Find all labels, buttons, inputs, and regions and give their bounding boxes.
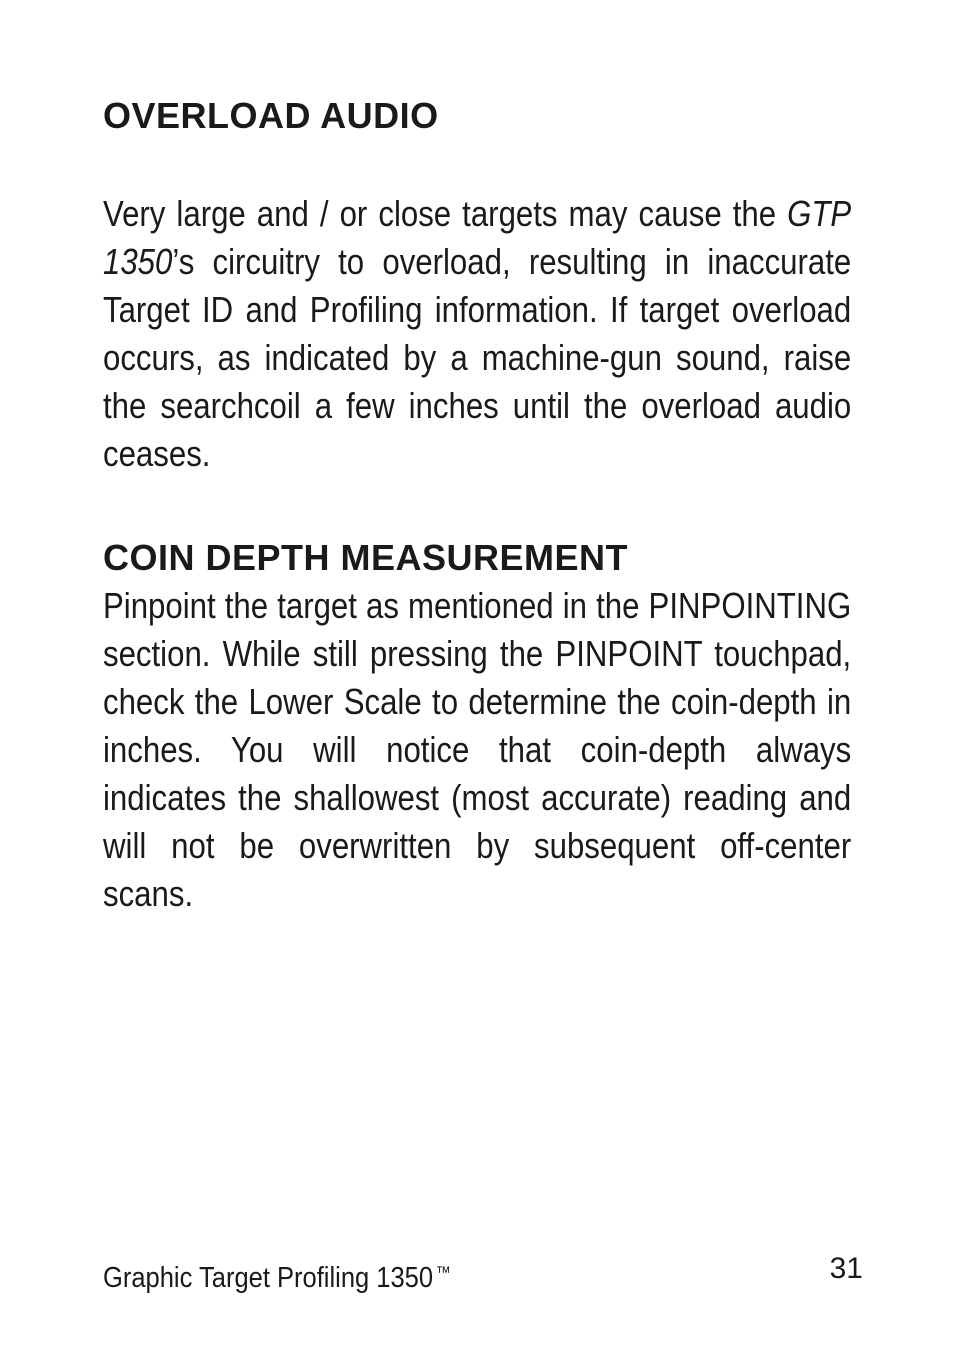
trademark-symbol: ™ xyxy=(435,1263,451,1282)
page-footer xyxy=(103,1252,863,1295)
section-heading-overload-audio: OVERLOAD AUDIO xyxy=(103,95,439,136)
page-content xyxy=(103,92,851,918)
overload-audio-text-start: Very large and / or close targets may cause the xyxy=(103,193,788,234)
page-number: 31 xyxy=(829,1252,863,1285)
section-heading-coin-depth: COIN DEPTH MEASUREMENT xyxy=(103,537,629,578)
overload-audio-paragraph xyxy=(103,190,851,478)
footer-title xyxy=(103,1255,451,1296)
overload-audio-text-end: ’s circuitry to overload, resulting in inaccurate Target ID and Profiling information. If target overload occurs, as indicated by a machine-gun sound, raise the searchcoil a few inches until the overload audio ceases. xyxy=(103,241,852,474)
spacer xyxy=(103,140,851,190)
product-name-italic: GTP 1350 xyxy=(103,193,852,282)
footer-title-text: Graphic Target Profiling 1350 xyxy=(103,1262,434,1294)
coin-depth-paragraph: Pinpoint the target as mentioned in the PINPOINTING section. While still pressing the PINPOINT touchpad, check the Lower Scale to determine the coin-depth in inches. You will notice that coin-depth always indicates the shallowest (most accurate) reading and will not be overwritten by subsequent off-center scans. xyxy=(103,585,852,914)
spacer xyxy=(103,478,851,534)
